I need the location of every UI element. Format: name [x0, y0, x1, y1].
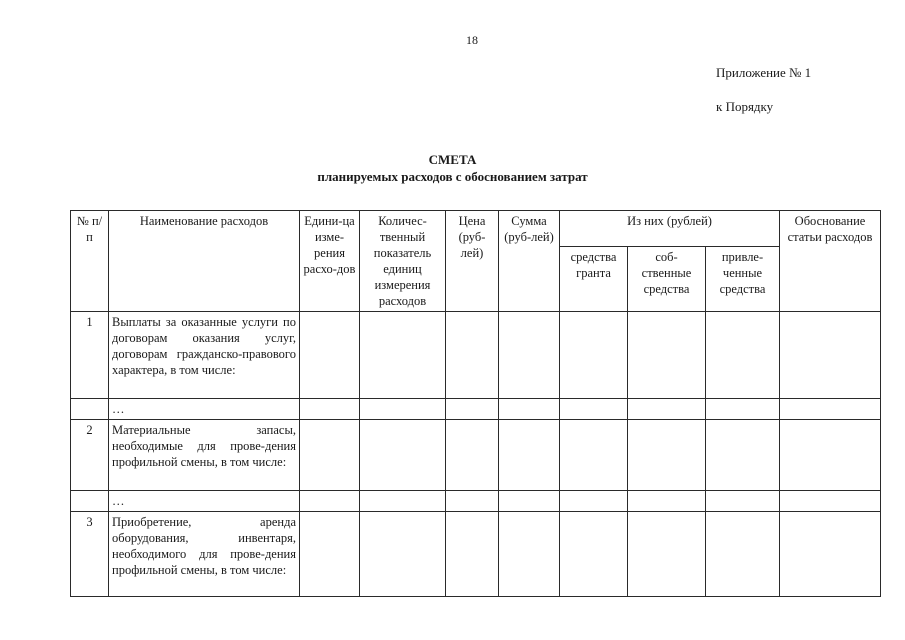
row-number	[71, 399, 109, 420]
cell-justification	[780, 512, 881, 597]
subrow-ellipsis: …	[109, 399, 300, 420]
header-of-which: Из них (рублей)	[560, 211, 780, 247]
cell-unit	[300, 491, 360, 512]
header-name: Наименование расходов	[109, 211, 300, 312]
cell-grant	[560, 399, 628, 420]
appendix-note	[716, 64, 811, 115]
header-price: Цена (руб-лей)	[446, 211, 499, 312]
estimate-table	[70, 210, 881, 597]
table-row	[71, 512, 881, 597]
cell-price	[446, 512, 499, 597]
cell-grant	[560, 420, 628, 491]
cell-own	[628, 512, 706, 597]
cell-attracted	[706, 399, 780, 420]
header-quantity: Количес-твенный показатель единиц измерения расходов	[360, 211, 446, 312]
cell-unit	[300, 312, 360, 399]
header-attracted: привле-ченные средства	[706, 247, 780, 312]
cell-grant	[560, 491, 628, 512]
table-subrow	[71, 491, 881, 512]
header-grant: средства гранта	[560, 247, 628, 312]
cell-sum	[499, 399, 560, 420]
cell-own	[628, 399, 706, 420]
table-row	[71, 420, 881, 491]
header-unit: Едини-ца изме-рения расхо-дов	[300, 211, 360, 312]
cell-sum	[499, 512, 560, 597]
cell-price	[446, 420, 499, 491]
appendix-line-2: к Порядку	[716, 99, 774, 114]
cell-quantity	[360, 491, 446, 512]
cell-sum	[499, 312, 560, 399]
cell-price	[446, 312, 499, 399]
cell-unit	[300, 512, 360, 597]
cell-sum	[499, 420, 560, 491]
table-subrow	[71, 399, 881, 420]
cell-price	[446, 491, 499, 512]
cell-unit	[300, 399, 360, 420]
cell-justification	[780, 491, 881, 512]
title-subtitle: планируемых расходов с обоснованием затрат	[317, 169, 588, 184]
header-num: № п/п	[71, 211, 109, 312]
cell-quantity	[360, 512, 446, 597]
cell-attracted	[706, 420, 780, 491]
row-number: 3	[71, 512, 109, 597]
cell-justification	[780, 420, 881, 491]
cell-quantity	[360, 399, 446, 420]
cell-attracted	[706, 512, 780, 597]
cell-grant	[560, 312, 628, 399]
cell-justification	[780, 312, 881, 399]
table-row	[71, 312, 881, 399]
cell-justification	[780, 399, 881, 420]
cell-price	[446, 399, 499, 420]
appendix-line-1: Приложение № 1	[716, 65, 812, 80]
cell-sum	[499, 491, 560, 512]
cell-own	[628, 420, 706, 491]
cell-quantity	[360, 420, 446, 491]
row-number	[71, 491, 109, 512]
cell-attracted	[706, 312, 780, 399]
row-number: 1	[71, 312, 109, 399]
cell-attracted	[706, 491, 780, 512]
row-expense-name: Приобретение, аренда оборудования, инвентаря, необходимого для прове-дения профильной смены, в том числе:	[109, 512, 300, 597]
row-number: 2	[71, 420, 109, 491]
cell-own	[628, 312, 706, 399]
cell-grant	[560, 512, 628, 597]
cell-quantity	[360, 312, 446, 399]
subrow-ellipsis: …	[109, 491, 300, 512]
row-expense-name: Выплаты за оказанные услуги по договорам оказания услуг, договорам гражданско-правового характера, в том числе:	[109, 312, 300, 399]
cell-own	[628, 491, 706, 512]
header-own: соб-ственные средства	[628, 247, 706, 312]
cell-unit	[300, 420, 360, 491]
document-title	[0, 151, 905, 185]
row-expense-name: Материальные запасы, необходимые для прове-дения профильной смены, в том числе:	[109, 420, 300, 491]
header-sum: Сумма (руб-лей)	[499, 211, 560, 312]
page-number: 18	[466, 33, 478, 47]
title-main: СМЕТА	[428, 152, 477, 167]
header-justification: Обоснование статьи расходов	[780, 211, 881, 312]
